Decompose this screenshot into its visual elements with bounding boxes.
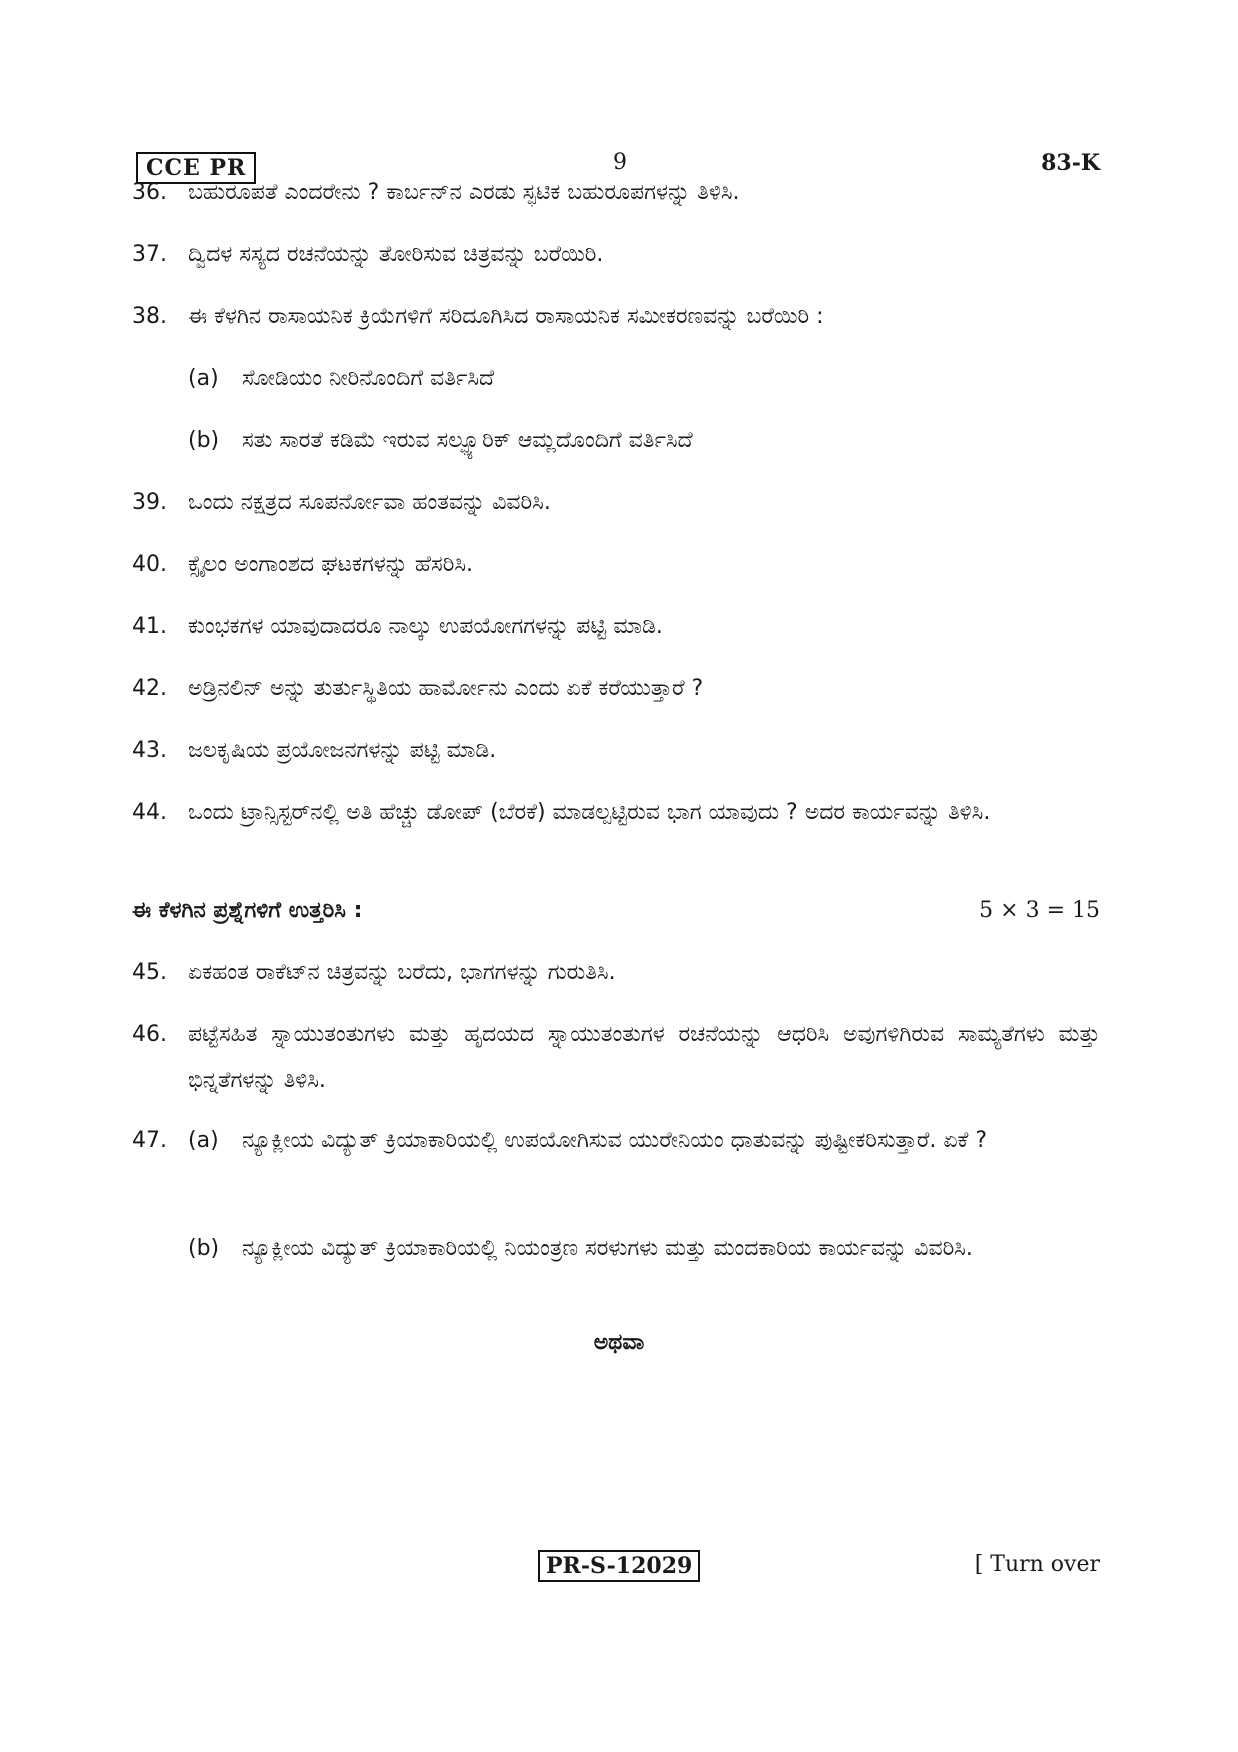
question-text: ಕ್ಸೈಲಂ ಅಂಗಾಂಶದ ಘಟಕಗಳನ್ನು ಹೆಸರಿಸಿ.	[188, 552, 474, 577]
question-47-part-b	[188, 1226, 1100, 1272]
question-46	[132, 1012, 1100, 1104]
part-text: ನ್ಯೂಕ್ಲೀಯ ವಿದ್ಯುತ್ ಕ್ರಿಯಾಕಾರಿಯಲ್ಲಿ ಉಪಯೋಗಿಸುವ ಯುರೇನಿಯಂ ಧಾತುವನ್ನು ಪುಷ್ಟೀಕರಿಸುತ್ತಾರೆ. ಏಕೆ ?	[242, 1128, 988, 1153]
question-45	[132, 950, 1100, 996]
question-41	[132, 604, 1100, 650]
part-label: (a)	[188, 366, 219, 391]
question-number: 39.	[132, 490, 167, 515]
section-instruction	[132, 888, 1100, 934]
instruction-text: ಈ ಕೆಳಗಿನ ಪ್ರಶ್ನೆಗಳಿಗೆ ಉತ್ತರಿಸಿ :	[132, 898, 363, 923]
question-42	[132, 666, 1100, 712]
question-number: 37.	[132, 242, 167, 267]
cce-pr-box: CCE PR	[136, 152, 256, 184]
turn-over-label: [ Turn over	[974, 1552, 1100, 1577]
question-43	[132, 728, 1100, 774]
question-text: ಕುಂಭಕಗಳ ಯಾವುದಾದರೂ ನಾಲ್ಕು ಉಪಯೋಗಗಳನ್ನು ಪಟ್ಟಿ ಮಾಡಿ.	[188, 614, 663, 639]
question-text: ಒಂದು ನಕ್ಷತ್ರದ ಸೂಪರ್ನೋವಾ ಹಂತವನ್ನು ವಿವರಿಸಿ.	[188, 490, 551, 515]
question-text: ದ್ವಿದಳ ಸಸ್ಯದ ರಚನೆಯನ್ನು ತೋರಿಸುವ ಚಿತ್ರವನ್ನು ಬರೆಯಿರಿ.	[188, 242, 604, 267]
question-number: 36.	[132, 180, 167, 205]
question-number: 44.	[132, 800, 167, 825]
question-number: 47.	[132, 1128, 167, 1153]
question-37	[132, 232, 1100, 278]
question-44	[132, 790, 1100, 836]
question-text: ಒಂದು ಟ್ರಾನ್ಸಿಸ್ಟರ್‌ನಲ್ಲಿ ಅತಿ ಹೆಚ್ಚು ಡೋಪ್ (ಬೆರಕೆ) ಮಾಡಲ್ಪಟ್ಟಿರುವ ಭಾಗ ಯಾವುದು ? ಅದರ ಕಾರ್ಯವನ್ನು ತಿಳಿಸಿ.	[188, 800, 991, 825]
question-number: 38.	[132, 304, 167, 329]
part-label: (b)	[188, 1236, 220, 1261]
question-40	[132, 542, 1100, 588]
question-number: 43.	[132, 738, 167, 763]
question-number: 41.	[132, 614, 167, 639]
paper-code: 83-K	[1041, 150, 1100, 176]
question-38	[132, 294, 1100, 340]
question-text: ಏಕಹಂತ ರಾಕೆಟ್‌ನ ಚಿತ್ರವನ್ನು ಬರೆದು, ಭಾಗಗಳನ್ನು ಗುರುತಿಸಿ.	[188, 960, 616, 985]
question-47-part-a	[188, 1118, 1100, 1164]
question-number: 46.	[132, 1022, 167, 1047]
page-number: 9	[613, 150, 627, 175]
question-text: ಅಡ್ರಿನಲಿನ್ ಅನ್ನು ತುರ್ತುಸ್ಥಿತಿಯ ಹಾರ್ಮೋನು ಎಂದು ಏಕೆ ಕರೆಯುತ್ತಾರೆ ?	[188, 676, 704, 701]
question-number: 42.	[132, 676, 167, 701]
part-text: ಸೋಡಿಯಂ ನೀರಿನೊಂದಿಗೆ ವರ್ತಿಸಿದೆ	[242, 366, 495, 391]
footer-paper-code: PR-S-12029	[538, 1550, 700, 1582]
part-text: ನ್ಯೂಕ್ಲೀಯ ವಿದ್ಯುತ್ ಕ್ರಿಯಾಕಾರಿಯಲ್ಲಿ ನಿಯಂತ್ರಣ ಸರಳುಗಳು ಮತ್ತು ಮಂದಕಾರಿಯ ಕಾರ್ಯವನ್ನು ವಿವರಿಸಿ.	[242, 1236, 973, 1261]
question-36	[132, 170, 1100, 216]
question-text: ಈ ಕೆಳಗಿನ ರಾಸಾಯನಿಕ ಕ್ರಿಯೆಗಳಿಗೆ ಸರಿದೂಗಿಸಿದ ರಾಸಾಯನಿಕ ಸಮೀಕರಣವನ್ನು ಬರೆಯಿರಿ :	[188, 304, 824, 329]
question-39	[132, 480, 1100, 526]
question-number: 45.	[132, 960, 167, 985]
question-text: ಜಲಕೃಷಿಯ ಪ್ರಯೋಜನಗಳನ್ನು ಪಟ್ಟಿ ಮಾಡಿ.	[188, 738, 497, 763]
part-label: (b)	[188, 428, 220, 453]
or-separator: ಅಥವಾ	[593, 1330, 645, 1355]
question-38-part-a	[188, 356, 1100, 402]
question-38-part-b	[188, 418, 1100, 464]
question-text: ಬಹುರೂಪತೆ ಎಂದರೇನು ? ಕಾರ್ಬನ್‌ನ ಎರಡು ಸ್ಫಟಿಕ ಬಹುರೂಪಗಳನ್ನು ತಿಳಿಸಿ.	[188, 180, 740, 205]
question-number: 40.	[132, 552, 167, 577]
part-label: (a)	[188, 1128, 219, 1153]
section-marks: 5 × 3 = 15	[979, 898, 1100, 923]
part-text: ಸತು ಸಾರತೆ ಕಡಿಮೆ ಇರುವ ಸಲ್ಫ್ಯೂರಿಕ್ ಆಮ್ಲದೊಂದಿಗೆ ವರ್ತಿಸಿದೆ	[242, 428, 693, 453]
question-text: ಪಟ್ಟೆಸಹಿತ ಸ್ನಾಯುತಂತುಗಳು ಮತ್ತು ಹೃದಯದ ಸ್ನಾಯುತಂತುಗಳ ರಚನೆಯನ್ನು ಆಧರಿಸಿ ಅವುಗಳಿಗಿರುವ ಸಾಮ್ಯತೆಗಳು ಮತ್ತು ಭಿನ್ನತೆಗಳನ್ನು ತಿಳಿಸಿ.	[188, 1022, 1100, 1093]
